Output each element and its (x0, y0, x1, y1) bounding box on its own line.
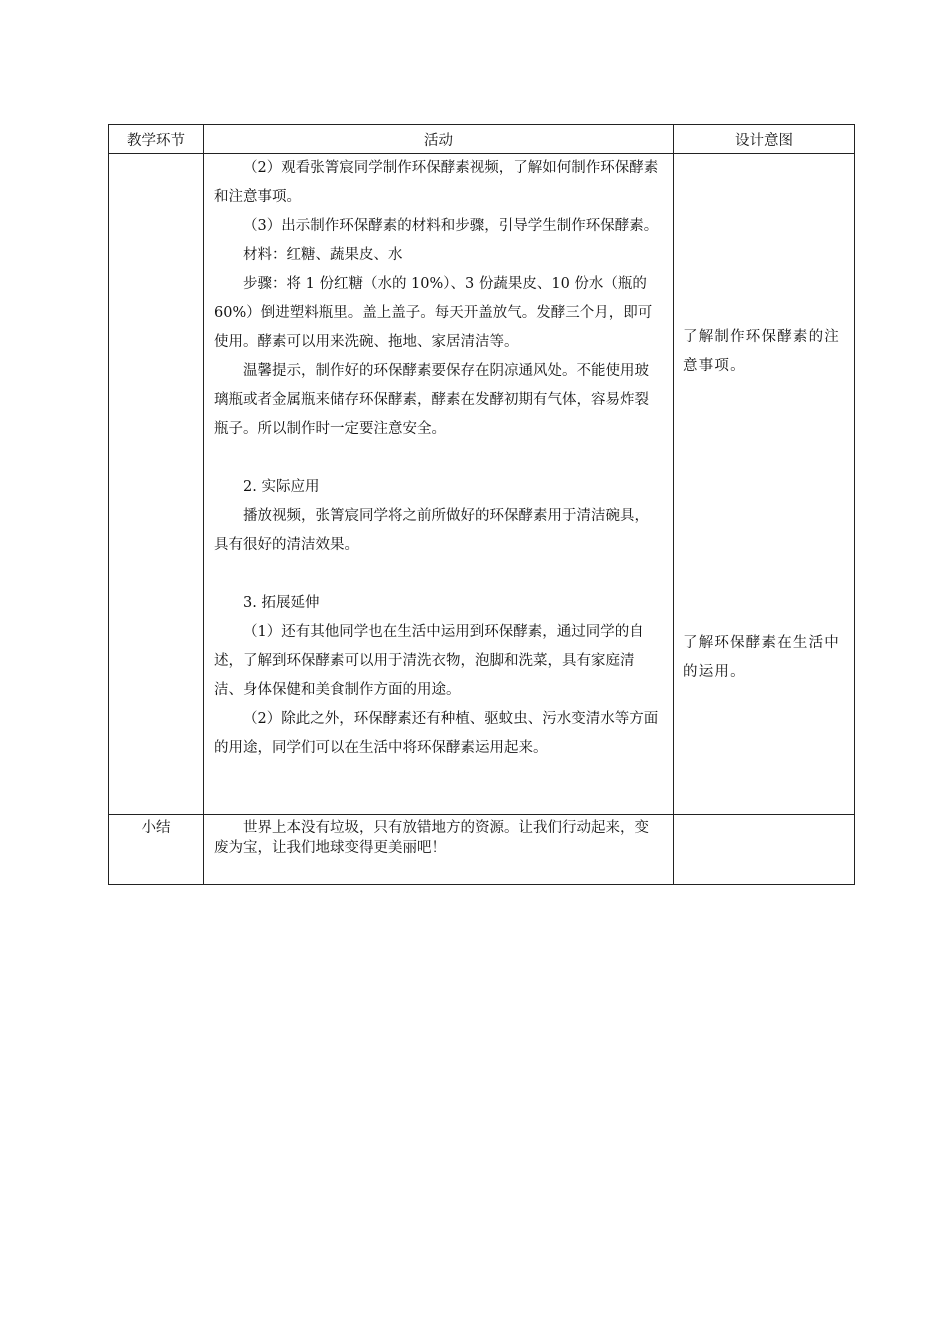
section-heading: 3. 拓展延伸 (243, 595, 320, 611)
activity-paragraph: （2）除此之外，环保酵素还有种植、驱蚊虫、污水变清水等方面的用途，同学们可以在生活中将环保酵素运用起来。 (214, 711, 659, 756)
intent-text: 了解环保酵素在生活中的运用。 (683, 635, 840, 680)
summary-row (109, 815, 855, 885)
summary-intent (674, 815, 855, 885)
intent-text: 了解制作环保酵素的注意事项。 (683, 329, 840, 374)
lesson-plan-table (108, 124, 855, 885)
activity-cell (204, 154, 674, 815)
header-intent: 设计意图 (674, 125, 855, 154)
activity-paragraph: （1）还有其他同学也在生活中运用到环保酵素，通过同学的自述，了解到环保酵素可以用于清洗衣物，泡脚和洗菜，具有家庭清洁、身体保健和美食制作方面的用途。 (214, 624, 644, 698)
summary-stage: 小结 (109, 815, 204, 885)
activity-paragraph: （3）出示制作环保酵素的材料和步骤，引导学生制作环保酵素。 (243, 218, 659, 234)
summary-activity-cell (204, 815, 674, 885)
table-row (109, 154, 855, 815)
header-stage: 教学环节 (109, 125, 204, 154)
activity-paragraph: （2）观看张箐宸同学制作环保酵素视频，了解如何制作环保酵素和注意事项。 (214, 160, 659, 205)
summary-text: 世界上本没有垃圾，只有放错地方的资源。让我们行动起来，变废为宝，让我们地球变得更美丽吧！ (214, 820, 649, 856)
header-activity: 活动 (204, 125, 674, 154)
activity-paragraph: 步骤：将 1 份红糖（水的 10%）、3 份蔬果皮、10 份水（瓶的 60%）倒进塑料瓶里。盖上盖子。每天开盖放气。发酵三个月，即可使用。酵素可以用来洗碗、拖地、家居清洁等。 (214, 276, 653, 350)
activity-paragraph: 材料：红糖、蔬果皮、水 (243, 247, 403, 263)
table-header-row (109, 125, 855, 154)
section-heading: 2. 实际应用 (243, 479, 320, 495)
stage-cell (109, 154, 204, 815)
intent-cell (674, 154, 855, 815)
activity-paragraph: 温馨提示，制作好的环保酵素要保存在阴凉通风处。不能使用玻璃瓶或者金属瓶来储存环保酵素，酵素在发酵初期有气体，容易炸裂瓶子。所以制作时一定要注意安全。 (214, 363, 649, 437)
activity-paragraph: 播放视频，张箐宸同学将之前所做好的环保酵素用于清洁碗具，具有很好的清洁效果。 (214, 508, 649, 553)
